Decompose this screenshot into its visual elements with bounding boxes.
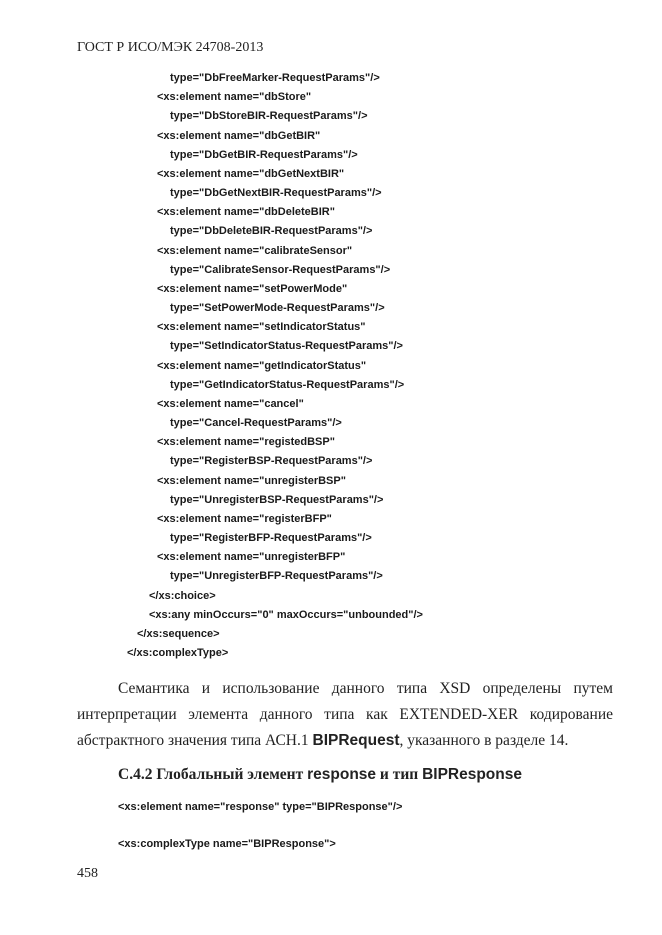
section-heading: [118, 766, 522, 784]
code-line: <xs:any minOccurs="0" maxOccurs="unbounded"/>: [149, 608, 423, 621]
page-number: 458: [77, 866, 98, 881]
code-line: </xs:complexType>: [127, 647, 229, 660]
document-header: ГОСТ Р ИСО/МЭК 24708-2013: [77, 40, 264, 55]
code-line: type="UnregisterBFP-RequestParams"/>: [170, 570, 383, 583]
code-line: <xs:element name="cancel": [157, 397, 304, 410]
code-line: <xs:element name="dbDeleteBIR": [157, 206, 335, 219]
code-line: </xs:sequence>: [137, 627, 220, 640]
code-line: <xs:element name="calibrateSensor": [157, 244, 353, 257]
code-line: <xs:element name="setPowerMode": [157, 282, 348, 295]
semantics-paragraph: [77, 676, 613, 754]
code-line: type="SetIndicatorStatus-RequestParams"/>: [170, 340, 403, 353]
code-line: type="GetIndicatorStatus-RequestParams"/>: [170, 378, 405, 391]
code-line: <xs:complexType name="BIPResponse">: [118, 838, 336, 850]
code-line: type="DbGetBIR-RequestParams"/>: [170, 148, 358, 161]
text: абстрактного значения типа АСН.1: [77, 732, 313, 749]
code-line: type="SetPowerMode-RequestParams"/>: [170, 302, 385, 315]
code-line: type="UnregisterBSP-RequestParams"/>: [170, 493, 384, 506]
code-line: <xs:element name="dbStore": [157, 91, 312, 104]
code-line: <xs:element name="getIndicatorStatus": [157, 359, 367, 372]
code-line: <xs:element name="setIndicatorStatus": [157, 321, 366, 334]
code-line: <xs:element name="registerBFP": [157, 512, 332, 525]
code-line: <xs:element name="response" type="BIPResponse"/>: [118, 801, 403, 813]
code-line: type="DbGetNextBIR-RequestParams"/>: [170, 187, 382, 200]
code-line: type="DbFreeMarker-RequestParams"/>: [170, 72, 380, 84]
heading-text: и тип: [376, 766, 423, 783]
code-line: <xs:element name="unregisterBSP": [157, 474, 346, 487]
code-line: <xs:element name="dbGetBIR": [157, 129, 321, 142]
code-line: </xs:choice>: [149, 589, 216, 602]
code-line: type="RegisterBFP-RequestParams"/>: [170, 532, 372, 545]
heading-term: BIPResponse: [422, 766, 522, 783]
type-name: BIPRequest: [312, 732, 400, 749]
text: , указанного в разделе 14.: [399, 732, 569, 749]
paragraph-line-2: интерпретации элемента данного типа как EXTENDED-XER кодирование: [77, 706, 613, 723]
code-line: type="RegisterBSP-RequestParams"/>: [170, 455, 373, 468]
code-line: <xs:element name="registedBSP": [157, 436, 335, 449]
code-line: type="CalibrateSensor-RequestParams"/>: [170, 263, 391, 276]
code-line: type="DbStoreBIR-RequestParams"/>: [170, 110, 368, 123]
heading-term: response: [307, 766, 377, 783]
heading-text: С.4.2 Глобальный элемент: [118, 766, 308, 783]
paragraph-line-3: [77, 728, 613, 754]
code-line: <xs:element name="unregisterBFP": [157, 551, 346, 564]
code-line: <xs:element name="dbGetNextBIR": [157, 167, 345, 180]
paragraph-line-1: Семантика и использование данного типа XSD определены путем: [118, 680, 613, 697]
code-line: type="DbDeleteBIR-RequestParams"/>: [170, 225, 373, 238]
code-line: type="Cancel-RequestParams"/>: [170, 417, 342, 430]
